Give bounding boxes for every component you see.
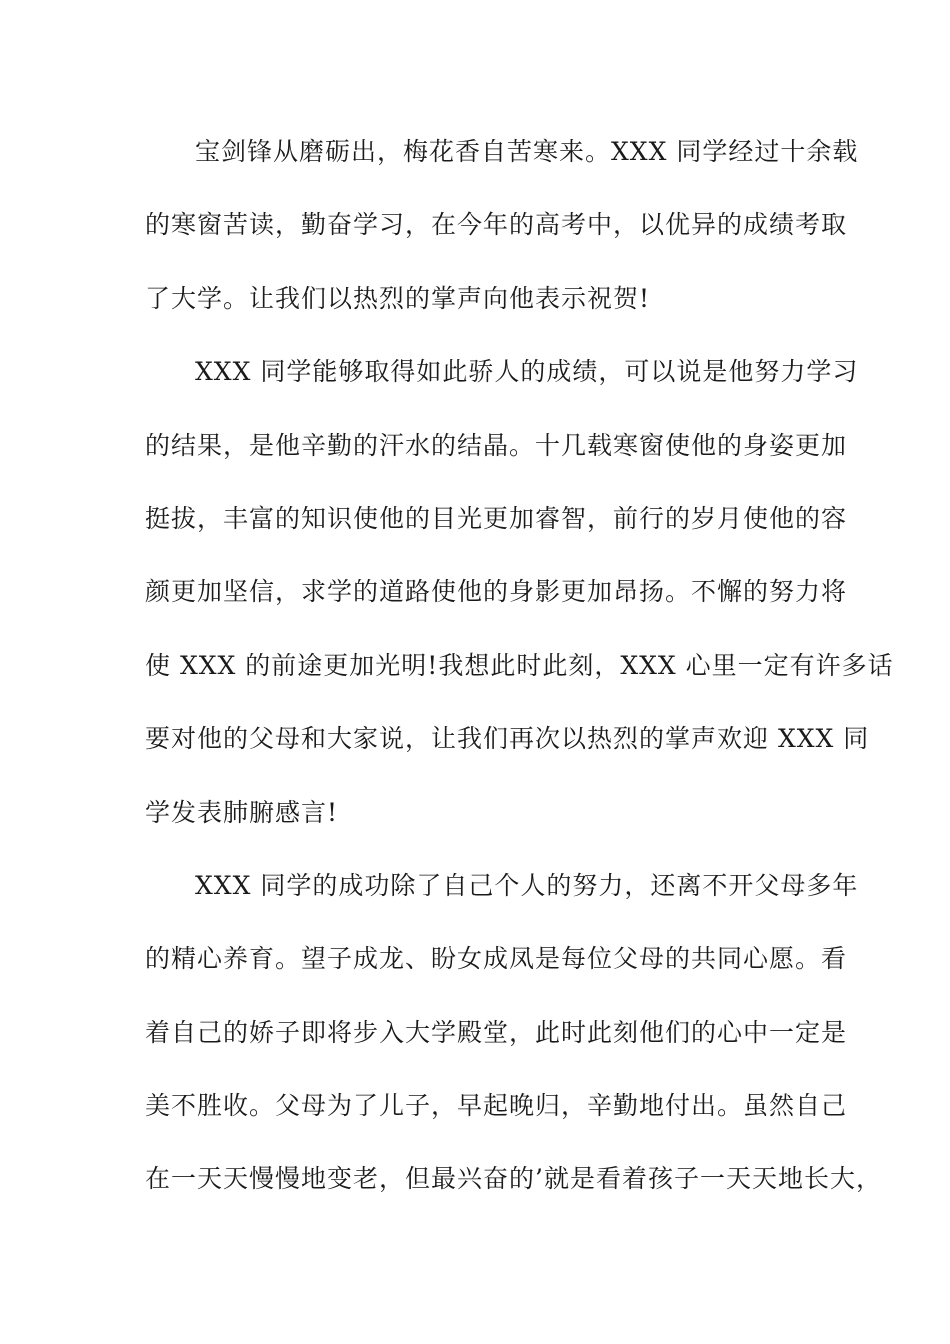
paragraph-1-line-2: 的寒窗苦读，勤奋学习，在今年的高考中，以优异的成绩考取	[145, 210, 848, 240]
paragraph-3-line-5: 在一天天慢慢地变老，但最兴奋的’就是看着孩子一天天地长大，	[145, 1164, 882, 1194]
paragraph-2-line-2: 的结果，是他辛勤的汗水的结晶。十几载寒窗使他的身姿更加	[145, 430, 848, 460]
paragraph-2-line-6: 要对他的父母和大家说，让我们再次以热烈的掌声欢迎 XXX 同	[145, 724, 870, 754]
paragraph-3-line-1: XXX 同学的成功除了自己个人的努力，还离不开父母多年	[195, 870, 859, 900]
paragraph-2-line-5: 使 XXX 的前途更加光明!我想此时此刻，XXX 心里一定有许多话	[145, 650, 894, 680]
paragraph-1-line-1: 宝剑锋从磨砺出，梅花香自苦寒来。XXX 同学经过十余载	[195, 137, 859, 166]
paragraph-3-line-2: 的精心养育。望子成龙、盼女成凤是每位父母的共同心愿。看	[145, 944, 848, 974]
paragraph-3-line-4: 美不胜收。父母为了儿子，早起晚归，辛勤地付出。虽然自己	[145, 1091, 848, 1121]
paragraph-2-line-3: 挺拔，丰富的知识使他的目光更加睿智，前行的岁月使他的容	[145, 503, 848, 533]
document-body	[145, 128, 894, 1229]
paragraph-2-line-7: 学发表肺腑感言!	[145, 797, 339, 827]
paragraph-2-line-4: 颜更加坚信，求学的道路使他的身影更加昂扬。不懈的努力将	[145, 577, 848, 607]
paragraph-1-line-3: 了大学。让我们以热烈的掌声向他表示祝贺!	[145, 283, 651, 313]
paragraph-3-line-3: 着自己的娇子即将步入大学殿堂，此时此刻他们的心中一定是	[145, 1017, 848, 1047]
paragraph-2-line-1: XXX 同学能够取得如此骄人的成绩，可以说是他努力学习	[195, 357, 859, 387]
